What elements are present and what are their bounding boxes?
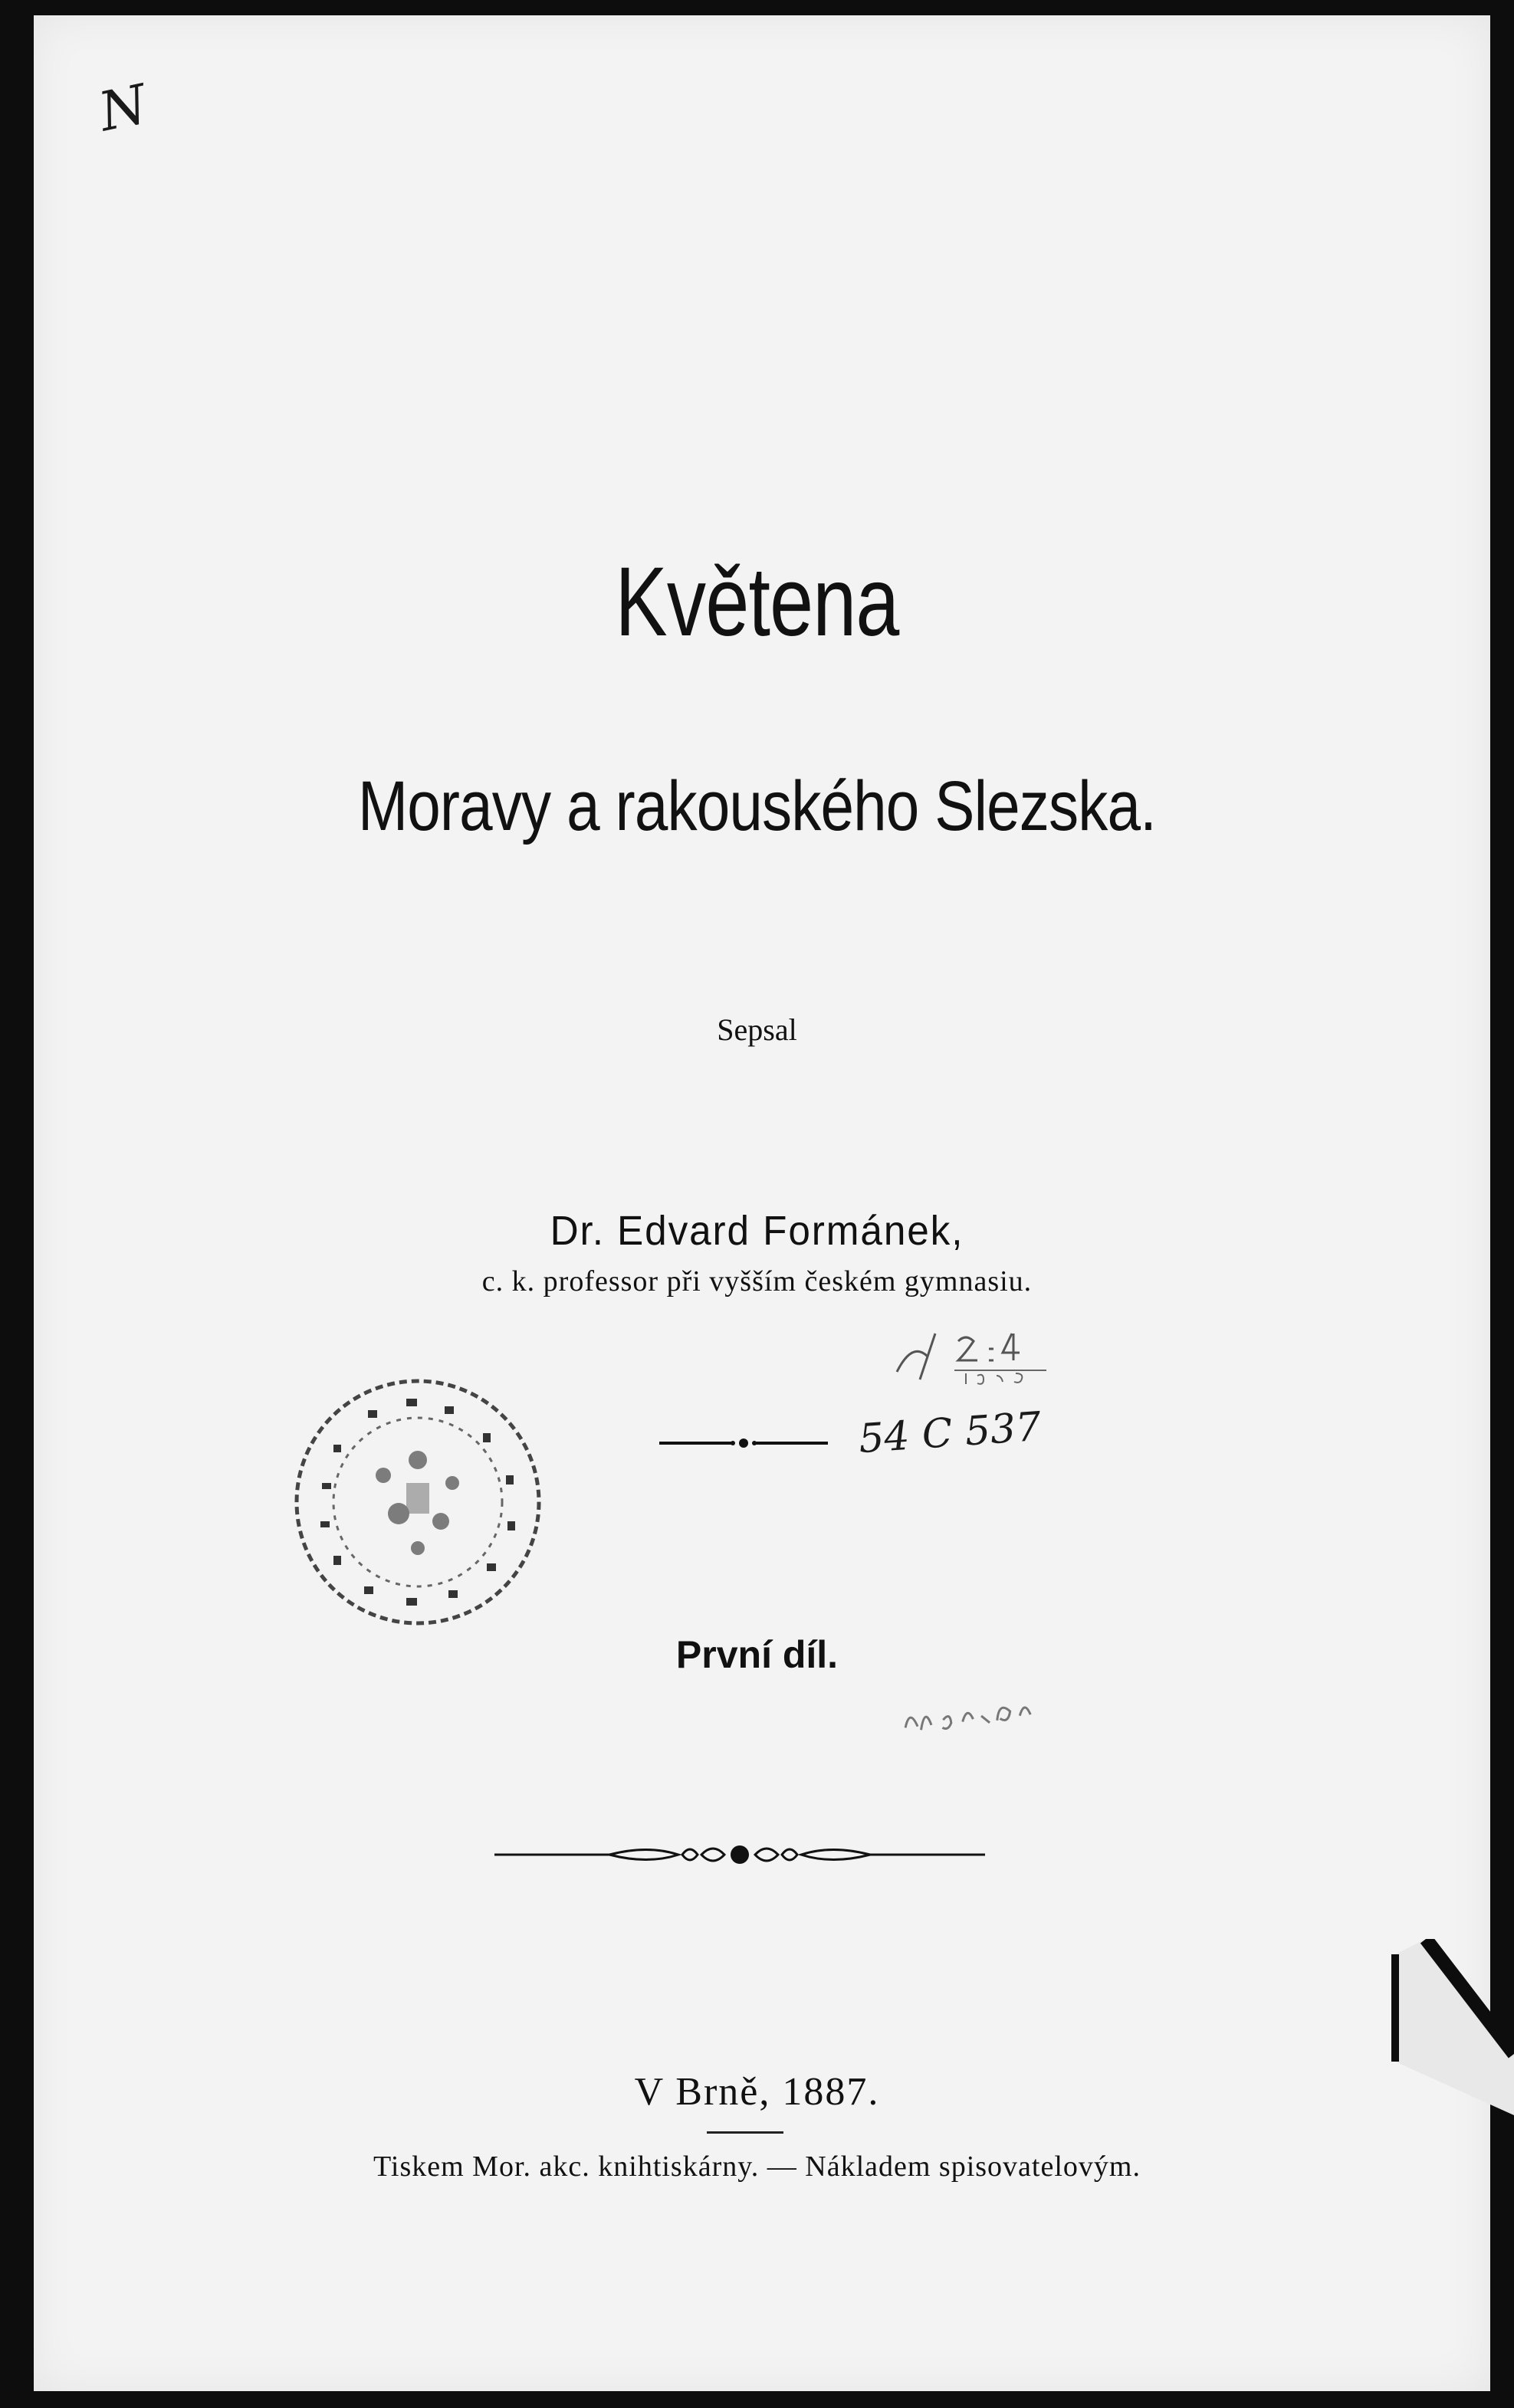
library-stamp-icon <box>291 1376 544 1629</box>
paper-sheet <box>34 15 1490 2391</box>
dash-ornament-icon <box>659 1432 828 1455</box>
divider-rule <box>707 2131 783 2134</box>
byline-label: Sepsal <box>717 1012 797 1047</box>
flourish-divider-icon <box>494 1836 985 1874</box>
book-title: Květena <box>615 547 899 657</box>
author-name: Dr. Edvard Formánek, <box>550 1208 964 1254</box>
book-subtitle: Moravy a rakouského Slezska. <box>357 767 1157 845</box>
handwritten-shelfmark: 54 C 537 <box>857 1403 1043 1463</box>
imprint-line: Tiskem Mor. akc. knihtiskárny. — Nákladem spisovatelovým. <box>373 2150 1141 2183</box>
handwritten-note-icon <box>889 1326 1058 1394</box>
place-and-year: V Brně, 1887. <box>634 2070 880 2114</box>
handwritten-top-mark: N <box>94 72 153 144</box>
author-title: c. k. professor při vyšším českém gymnasiu. <box>481 1265 1033 1297</box>
volume-label: První díl. <box>675 1633 839 1676</box>
